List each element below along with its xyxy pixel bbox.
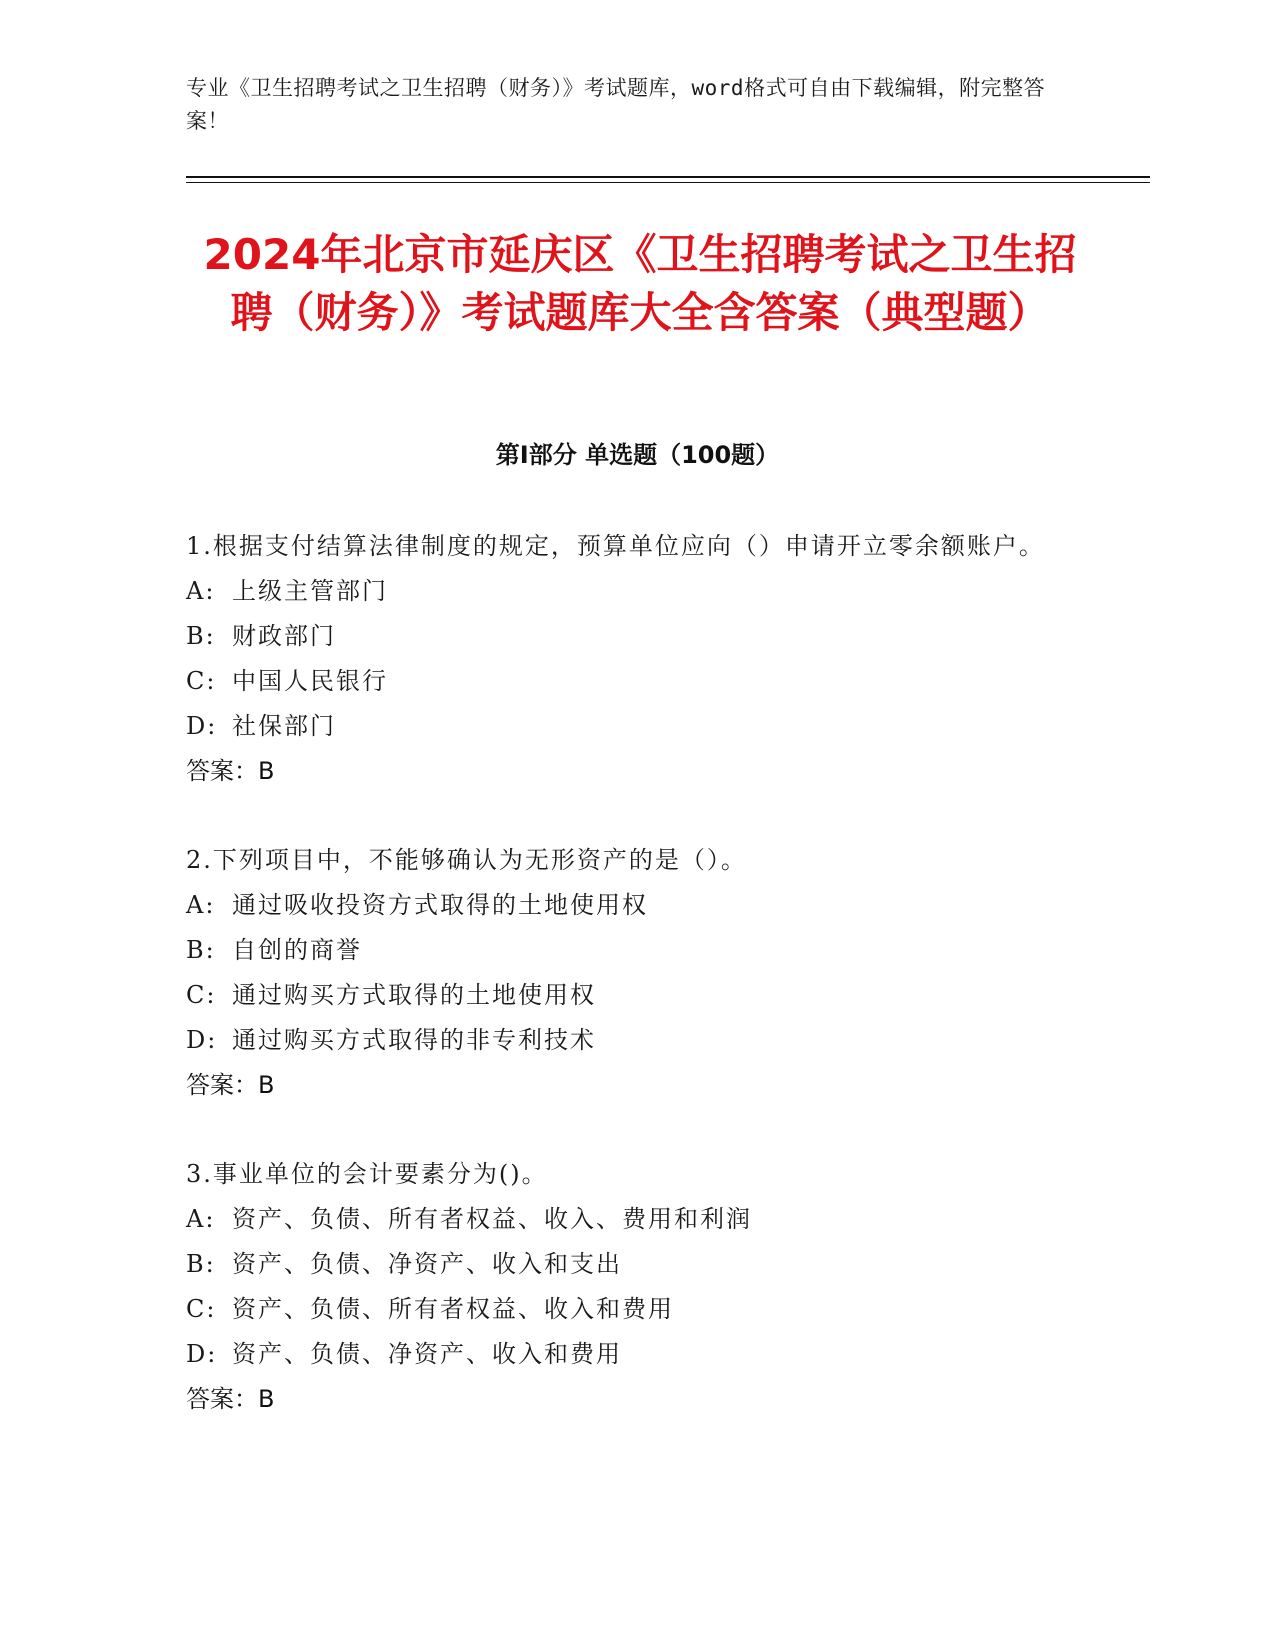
option-key: A: <box>186 1205 216 1233</box>
option-key: B: <box>186 622 216 650</box>
header-note: 专业《卫生招聘考试之卫生招聘（财务）》考试题库，word格式可自由下载编辑，附完整答案！ <box>186 76 1046 133</box>
question-1 <box>186 524 1066 794</box>
option-text: 资产、负债、净资产、收入和支出 <box>232 1250 622 1278</box>
option-key: C: <box>186 1295 217 1323</box>
option-text: 通过购买方式取得的非专利技术 <box>232 1026 596 1054</box>
option-b <box>186 614 1066 659</box>
option-d <box>186 704 1066 749</box>
option-a <box>186 1197 1066 1242</box>
option-text: 中国人民银行 <box>232 667 388 695</box>
answer-line: 答案：B <box>186 1385 275 1413</box>
answer-line: 答案：B <box>186 1071 275 1099</box>
answer-line: 答案：B <box>186 757 275 785</box>
question-stem: 1.根据支付结算法律制度的规定，预算单位应向（）申请开立零余额账户。 <box>186 532 1045 560</box>
question-stem: 3.事业单位的会计要素分为()。 <box>186 1160 548 1188</box>
option-text: 社保部门 <box>232 712 336 740</box>
option-key: D: <box>186 1026 218 1054</box>
question-2 <box>186 838 1066 1108</box>
option-text: 上级主管部门 <box>232 577 388 605</box>
option-key: C: <box>186 981 217 1009</box>
option-key: C: <box>186 667 217 695</box>
header-rule-thick <box>186 176 1150 178</box>
option-text: 自创的商誉 <box>232 936 362 964</box>
option-b <box>186 1242 1066 1287</box>
option-a <box>186 883 1066 928</box>
option-key: B: <box>186 1250 216 1278</box>
option-key: D: <box>186 712 218 740</box>
question-list <box>186 524 1066 1466</box>
question-3 <box>186 1152 1066 1422</box>
question-stem: 2.下列项目中，不能够确认为无形资产的是（）。 <box>186 846 747 874</box>
option-d <box>186 1018 1066 1063</box>
option-text: 财政部门 <box>232 622 336 650</box>
option-key: A: <box>186 891 216 919</box>
option-d <box>186 1332 1066 1377</box>
document-title: 2024年北京市延庆区《卫生招聘考试之卫生招聘（财务）》考试题库大全含答案（典型题） <box>203 230 1077 337</box>
option-c <box>186 973 1066 1018</box>
option-text: 资产、负债、所有者权益、收入、费用和利润 <box>232 1205 752 1233</box>
option-key: A: <box>186 577 216 605</box>
option-text: 通过吸收投资方式取得的土地使用权 <box>232 891 648 919</box>
option-key: B: <box>186 936 216 964</box>
option-text: 通过购买方式取得的土地使用权 <box>232 981 596 1009</box>
option-c <box>186 1287 1066 1332</box>
option-a <box>186 569 1066 614</box>
option-key: D: <box>186 1340 218 1368</box>
section-title: 第I部分 单选题（100题） <box>495 441 780 469</box>
option-c <box>186 659 1066 704</box>
option-text: 资产、负债、净资产、收入和费用 <box>232 1340 622 1368</box>
header-rule-thin <box>186 182 1150 183</box>
option-text: 资产、负债、所有者权益、收入和费用 <box>232 1295 674 1323</box>
option-b <box>186 928 1066 973</box>
